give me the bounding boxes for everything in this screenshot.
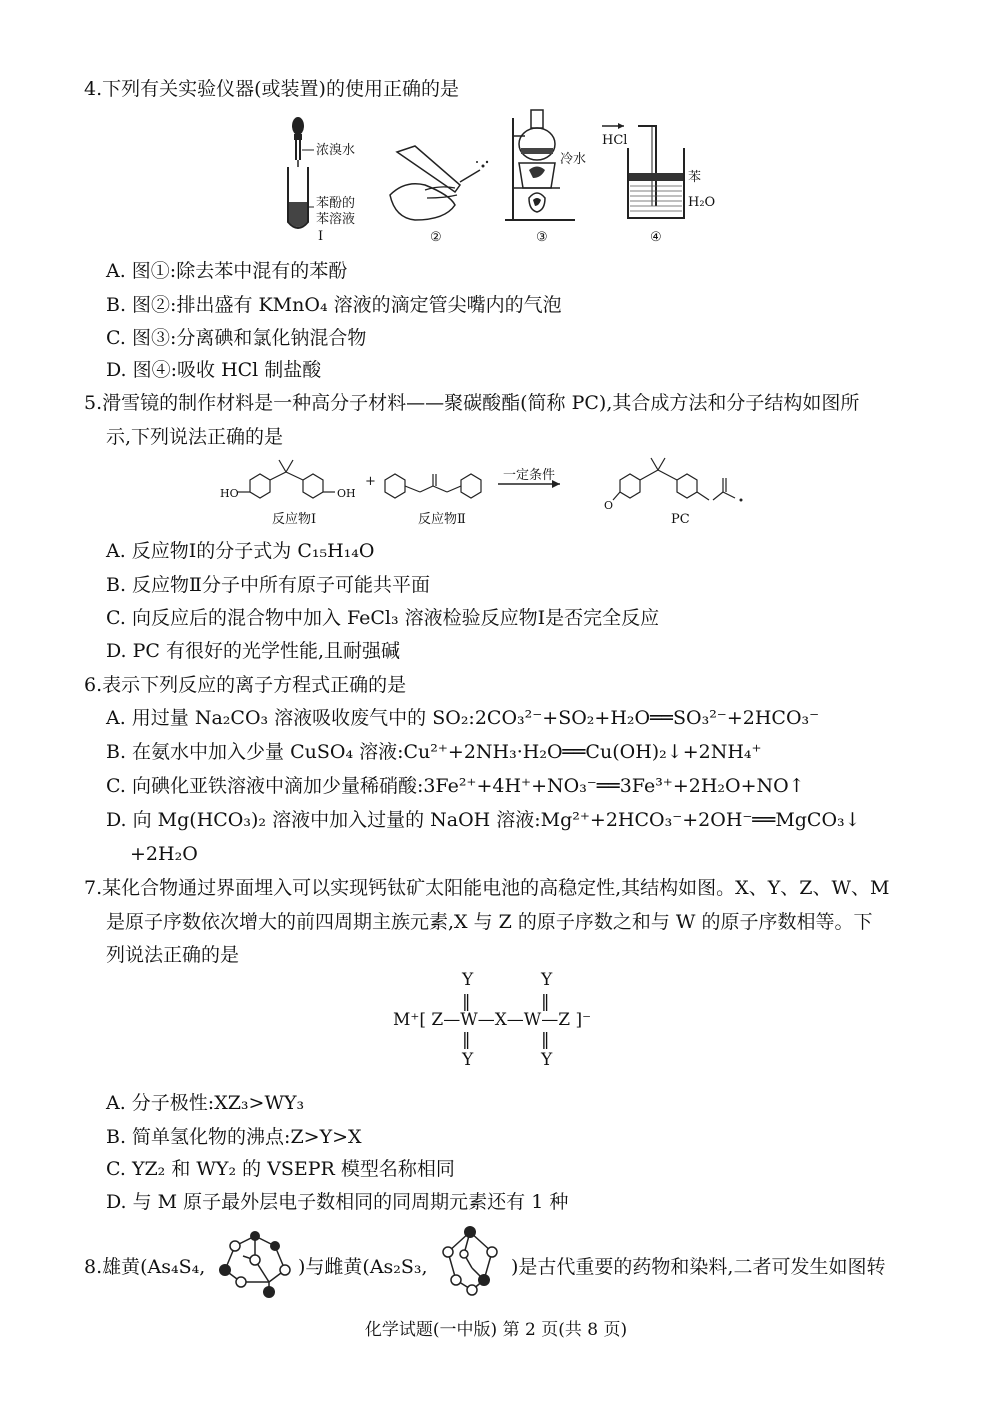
q6-option-c: C. 向碘化亚铁溶液中滴加少量稀硝酸:3Fe²⁺+4H⁺+NO₃⁻══3Fe³⁺+2H₂O+NO↑ — [106, 775, 805, 797]
q7-option-a: A. 分子极性:XZ₃>WY₃ — [106, 1092, 305, 1114]
q4-f3-number: ③ — [536, 230, 548, 245]
q7-option-c: C. YZ₂ 和 WY₂ 的 VSEPR 模型名称相同 — [106, 1158, 455, 1180]
q8-text-part1: 8.雄黄(As₄S₄, — [84, 1256, 206, 1278]
q7-struct-dbl1: ‖ — [462, 992, 471, 1012]
q4-f4-label-hcl: HCl — [602, 133, 628, 148]
q4-f1-number: Ⅰ — [318, 229, 324, 244]
q6-option-d-cont: +2H₂O — [130, 843, 198, 865]
q4-f3-label-coldwater: 冷水 — [560, 152, 587, 167]
q5-option-d: D. PC 有很好的光学性能,且耐强碱 — [106, 640, 401, 662]
q7-struct-top-y2: Y — [541, 970, 553, 990]
q5-condition: 一定条件 — [503, 468, 556, 483]
q7-struct-bot-y1: Y — [462, 1050, 474, 1070]
q4-option-d: D. 图④:吸收 HCl 制盐酸 — [106, 359, 322, 381]
q4-f4-label-benzene: 苯 — [688, 170, 702, 185]
q5-option-b: B. 反应物Ⅱ分子中所有原子可能共平面 — [106, 574, 430, 596]
q4-figure-3 — [505, 108, 595, 228]
q6-option-d: D. 向 Mg(HCO₃)₂ 溶液中加入过量的 NaOH 溶液:Mg²⁺+2HCO₃⁻+2OH⁻══MgCO₃↓ — [106, 809, 861, 831]
q4-f1-label-bromine: 浓溴水 — [316, 143, 356, 158]
q4-option-b: B. 图②:排出盛有 KMnO₄ 溶液的滴定管尖嘴内的气泡 — [106, 294, 562, 316]
q5-o-left: O — [604, 499, 614, 512]
q4-f2-number: ② — [430, 230, 442, 245]
q4-option-c: C. 图③:分离碘和氯化钠混合物 — [106, 327, 367, 349]
q7-struct-main: M⁺[ Z—W—X—W—Z ]⁻ — [393, 1010, 592, 1030]
q7-struct-top-y1: Y — [462, 970, 474, 990]
q7-struct-bot-y2: Y — [541, 1050, 553, 1070]
q7-struct-dbl3: ‖ — [462, 1030, 471, 1050]
q4-f1-label-phenol2: 苯溶液 — [316, 212, 356, 227]
q5-reactant2-label: 反应物Ⅱ — [418, 512, 466, 527]
q4-option-a: A. 图①:除去苯中混有的苯酚 — [106, 260, 348, 282]
q7-struct-dbl2: ‖ — [541, 992, 550, 1012]
q4-f4-label-water: H₂O — [688, 195, 716, 210]
q7-option-b: B. 简单氢化物的沸点:Z>Y>X — [106, 1126, 362, 1148]
q8-orpiment-structure — [430, 1222, 510, 1302]
page-footer: 化学试题(一中版) 第 2 页(共 8 页) — [364, 1320, 628, 1340]
q4-figure-2 — [385, 140, 495, 230]
q6-option-a: A. 用过量 Na₂CO₃ 溶液吸收废气中的 SO₂:2CO₃²⁻+SO₂+H₂O══SO₃²⁻+2HCO₃⁻ — [106, 707, 820, 729]
q5-option-c: C. 向反应后的混合物中加入 FeCl₃ 溶液检验反应物Ⅰ是否完全反应 — [106, 607, 660, 629]
q7-stem-line1: 7.某化合物通过界面埋入可以实现钙钛矿太阳能电池的高稳定性,其结构如图。X、Y、Z、W、M — [84, 877, 890, 899]
q4-stem: 4.下列有关实验仪器(或装置)的使用正确的是 — [84, 78, 459, 100]
q5-oh-right: OH — [337, 487, 356, 500]
q4-f4-number: ④ — [650, 230, 662, 245]
q6-option-b: B. 在氨水中加入少量 CuSO₄ 溶液:Cu²⁺+2NH₃·H₂O══Cu(OH)₂↓+2NH₄⁺ — [106, 741, 762, 763]
q7-stem-line3: 列说法正确的是 — [106, 944, 240, 966]
q5-stem-line1: 5.滑雪镜的制作材料是一种高分子材料——聚碳酸酯(简称 PC),其合成方法和分子结构如图所 — [84, 392, 860, 414]
q6-stem: 6.表示下列反应的离子方程式正确的是 — [84, 674, 407, 696]
q7-struct-dbl4: ‖ — [541, 1030, 550, 1050]
q5-ho-left: HO — [220, 487, 239, 500]
q4-f1-label-phenol1: 苯酚的 — [316, 196, 356, 211]
q8-text-part2: )与雌黄(As₂S₃, — [298, 1256, 428, 1278]
q5-reactant1-label: 反应物Ⅰ — [272, 512, 317, 527]
q8-realgar-structure — [213, 1222, 298, 1302]
q5-product-label: PC — [671, 512, 690, 527]
q5-option-a: A. 反应物Ⅰ的分子式为 C₁₅H₁₄O — [106, 540, 375, 562]
q8-text-part3: )是古代重要的药物和染料,二者可发生如图转 — [511, 1256, 886, 1278]
q7-stem-line2: 是原子序数依次增大的前四周期主族元素,X 与 Z 的原子序数之和与 W 的原子序数相等。下 — [106, 911, 873, 933]
q5-plus: + — [365, 474, 376, 489]
q7-option-d: D. 与 M 原子最外层电子数相同的同周期元素还有 1 种 — [106, 1191, 569, 1213]
q5-stem-line2: 示,下列说法正确的是 — [106, 426, 284, 448]
